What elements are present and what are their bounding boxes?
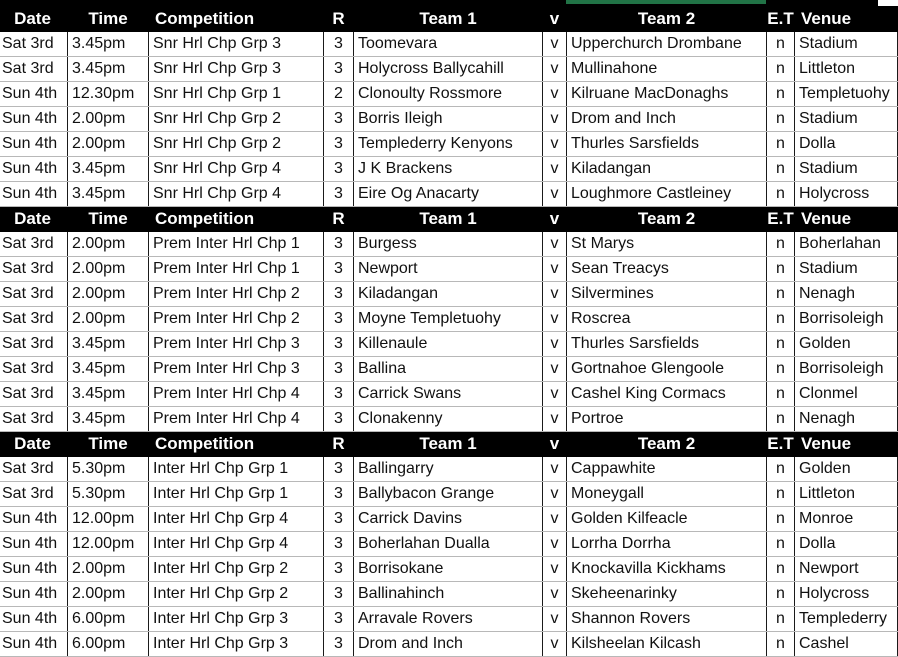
cell-time[interactable]: 2.00pm xyxy=(68,257,149,282)
cell-vs[interactable]: v xyxy=(543,157,567,182)
column-header-time[interactable]: Time xyxy=(68,207,149,232)
cell-round[interactable]: 3 xyxy=(324,532,354,557)
cell-venue[interactable]: Boherlahan xyxy=(795,232,898,257)
column-header-date[interactable]: Date xyxy=(0,207,68,232)
fixture-row xyxy=(0,57,898,82)
column-header-time[interactable]: Time xyxy=(68,432,149,457)
cell-team1[interactable]: Carrick Davins xyxy=(354,507,543,532)
fixture-row xyxy=(0,557,898,582)
cell-competition[interactable]: Inter Hrl Chp Grp 3 xyxy=(149,632,324,657)
cell-vs[interactable]: v xyxy=(543,107,567,132)
cell-team2[interactable]: Mullinahone xyxy=(567,57,767,82)
cell-vs[interactable]: v xyxy=(543,457,567,482)
fixture-row xyxy=(0,307,898,332)
cell-time[interactable]: 3.45pm xyxy=(68,32,149,57)
cell-et[interactable]: n xyxy=(767,382,795,407)
cell-team2[interactable]: Shannon Rovers xyxy=(567,607,767,632)
cell-venue[interactable]: Newport xyxy=(795,557,898,582)
column-header-team2[interactable]: Team 2 xyxy=(567,7,767,32)
cell-time[interactable]: 3.45pm xyxy=(68,157,149,182)
cell-date[interactable]: Sat 3rd xyxy=(0,482,68,507)
cell-time[interactable]: 3.45pm xyxy=(68,332,149,357)
cell-vs[interactable]: v xyxy=(543,507,567,532)
cell-venue[interactable]: Littleton xyxy=(795,482,898,507)
cell-team1[interactable]: Ballina xyxy=(354,357,543,382)
cell-team1[interactable]: Holycross Ballycahill xyxy=(354,57,543,82)
cell-team2[interactable]: Kiladangan xyxy=(567,157,767,182)
header-row xyxy=(0,432,898,457)
cell-vs[interactable]: v xyxy=(543,307,567,332)
cell-team2[interactable]: Silvermines xyxy=(567,282,767,307)
cell-date[interactable]: Sun 4th xyxy=(0,107,68,132)
cell-competition[interactable]: Snr Hrl Chp Grp 4 xyxy=(149,157,324,182)
cell-time[interactable]: 3.45pm xyxy=(68,407,149,432)
cell-date[interactable]: Sun 4th xyxy=(0,607,68,632)
cell-vs[interactable]: v xyxy=(543,132,567,157)
cell-et[interactable]: n xyxy=(767,232,795,257)
cell-date[interactable]: Sat 3rd xyxy=(0,282,68,307)
cell-team1[interactable]: Burgess xyxy=(354,232,543,257)
column-header-team1[interactable]: Team 1 xyxy=(354,7,543,32)
column-header-competition[interactable]: Competition xyxy=(149,207,324,232)
cell-et[interactable]: n xyxy=(767,82,795,107)
cell-round[interactable]: 3 xyxy=(324,357,354,382)
cell-competition[interactable]: Snr Hrl Chp Grp 4 xyxy=(149,182,324,207)
header-row xyxy=(0,207,898,232)
cell-team2[interactable]: Moneygall xyxy=(567,482,767,507)
cell-venue[interactable]: Golden xyxy=(795,332,898,357)
cell-venue[interactable]: Stadium xyxy=(795,257,898,282)
cell-et[interactable]: n xyxy=(767,32,795,57)
column-header-competition[interactable]: Competition xyxy=(149,432,324,457)
cell-team2[interactable]: Sean Treacys xyxy=(567,257,767,282)
cell-et[interactable]: n xyxy=(767,182,795,207)
cell-venue[interactable]: Stadium xyxy=(795,32,898,57)
fixture-row xyxy=(0,132,898,157)
cell-time[interactable]: 6.00pm xyxy=(68,607,149,632)
cell-vs[interactable]: v xyxy=(543,532,567,557)
cell-venue[interactable]: Stadium xyxy=(795,157,898,182)
cell-time[interactable]: 3.45pm xyxy=(68,357,149,382)
fixture-row xyxy=(0,182,898,207)
fixture-row xyxy=(0,157,898,182)
cell-round[interactable]: 3 xyxy=(324,307,354,332)
cell-team1[interactable]: Toomevara xyxy=(354,32,543,57)
cell-competition[interactable]: Inter Hrl Chp Grp 1 xyxy=(149,457,324,482)
cell-team2[interactable]: Knockavilla Kickhams xyxy=(567,557,767,582)
cell-date[interactable]: Sun 4th xyxy=(0,557,68,582)
fixture-row xyxy=(0,257,898,282)
cell-competition[interactable]: Prem Inter Hrl Chp 4 xyxy=(149,382,324,407)
cell-vs[interactable]: v xyxy=(543,257,567,282)
fixture-row xyxy=(0,457,898,482)
header-row xyxy=(0,7,898,32)
cell-et[interactable]: n xyxy=(767,507,795,532)
column-header-round[interactable]: R xyxy=(324,7,354,32)
fixture-row xyxy=(0,532,898,557)
cell-team1[interactable]: Clonoulty Rossmore xyxy=(354,82,543,107)
column-header-vs[interactable]: v xyxy=(543,7,567,32)
cell-venue[interactable]: Stadium xyxy=(795,107,898,132)
fixture-row xyxy=(0,232,898,257)
cell-team1[interactable]: Eire Og Anacarty xyxy=(354,182,543,207)
column-header-team1[interactable]: Team 1 xyxy=(354,432,543,457)
cell-date[interactable]: Sun 4th xyxy=(0,132,68,157)
cell-competition[interactable]: Prem Inter Hrl Chp 3 xyxy=(149,332,324,357)
cell-vs[interactable]: v xyxy=(543,357,567,382)
cell-team1[interactable]: Carrick Swans xyxy=(354,382,543,407)
cell-et[interactable]: n xyxy=(767,257,795,282)
cell-vs[interactable]: v xyxy=(543,607,567,632)
cell-venue[interactable]: Dolla xyxy=(795,532,898,557)
cell-team1[interactable]: Killenaule xyxy=(354,332,543,357)
cell-venue[interactable]: Borrisoleigh xyxy=(795,357,898,382)
cell-venue[interactable]: Nenagh xyxy=(795,282,898,307)
cell-time[interactable]: 6.00pm xyxy=(68,632,149,657)
fixture-row xyxy=(0,82,898,107)
cell-team2[interactable]: Lorrha Dorrha xyxy=(567,532,767,557)
spreadsheet-body xyxy=(0,7,898,657)
cell-venue[interactable]: Dolla xyxy=(795,132,898,157)
cell-round[interactable]: 3 xyxy=(324,232,354,257)
cell-team1[interactable]: Drom and Inch xyxy=(354,632,543,657)
cell-date[interactable]: Sun 4th xyxy=(0,182,68,207)
cell-time[interactable]: 2.00pm xyxy=(68,232,149,257)
fixture-row xyxy=(0,382,898,407)
column-header-date[interactable]: Date xyxy=(0,7,68,32)
cell-round[interactable]: 3 xyxy=(324,32,354,57)
cell-et[interactable]: n xyxy=(767,407,795,432)
cell-et[interactable]: n xyxy=(767,332,795,357)
column-header-date[interactable]: Date xyxy=(0,432,68,457)
cell-date[interactable]: Sat 3rd xyxy=(0,382,68,407)
cell-time[interactable]: 12.00pm xyxy=(68,532,149,557)
cell-team2[interactable]: Gortnahoe Glengoole xyxy=(567,357,767,382)
cell-venue[interactable]: Clonmel xyxy=(795,382,898,407)
fixture-row xyxy=(0,607,898,632)
cell-date[interactable]: Sun 4th xyxy=(0,82,68,107)
cell-time[interactable]: 2.00pm xyxy=(68,107,149,132)
cell-vs[interactable]: v xyxy=(543,82,567,107)
column-header-round[interactable]: R xyxy=(324,432,354,457)
cell-et[interactable]: n xyxy=(767,482,795,507)
cell-date[interactable]: Sat 3rd xyxy=(0,357,68,382)
cell-round[interactable]: 3 xyxy=(324,507,354,532)
cell-team1[interactable]: Newport xyxy=(354,257,543,282)
column-header-et[interactable]: E.T xyxy=(767,207,795,232)
cell-competition[interactable]: Inter Hrl Chp Grp 1 xyxy=(149,482,324,507)
cell-time[interactable]: 3.45pm xyxy=(68,57,149,82)
cell-date[interactable]: Sat 3rd xyxy=(0,232,68,257)
cell-team2[interactable]: St Marys xyxy=(567,232,767,257)
cell-round[interactable]: 2 xyxy=(324,82,354,107)
cell-round[interactable]: 3 xyxy=(324,332,354,357)
cell-team1[interactable]: Borris Ileigh xyxy=(354,107,543,132)
cell-et[interactable]: n xyxy=(767,57,795,82)
cell-venue[interactable]: Holycross xyxy=(795,182,898,207)
cell-competition[interactable]: Snr Hrl Chp Grp 1 xyxy=(149,82,324,107)
cell-team1[interactable]: J K Brackens xyxy=(354,157,543,182)
cell-venue[interactable]: Cashel xyxy=(795,632,898,657)
cell-competition[interactable]: Snr Hrl Chp Grp 2 xyxy=(149,132,324,157)
cell-team1[interactable]: Borrisokane xyxy=(354,557,543,582)
cell-team2[interactable]: Portroe xyxy=(567,407,767,432)
cell-et[interactable]: n xyxy=(767,632,795,657)
cell-venue[interactable]: Templederry xyxy=(795,607,898,632)
cell-team2[interactable]: Cappawhite xyxy=(567,457,767,482)
cell-team2[interactable]: Upperchurch Drombane xyxy=(567,32,767,57)
column-header-team2[interactable]: Team 2 xyxy=(567,432,767,457)
cell-round[interactable]: 3 xyxy=(324,407,354,432)
column-header-round[interactable]: R xyxy=(324,207,354,232)
fixture-row xyxy=(0,582,898,607)
cell-et[interactable]: n xyxy=(767,532,795,557)
cell-round[interactable]: 3 xyxy=(324,482,354,507)
cell-et[interactable]: n xyxy=(767,107,795,132)
column-header-venue[interactable]: Venue xyxy=(795,207,898,232)
cell-round[interactable]: 3 xyxy=(324,557,354,582)
cell-team2[interactable]: Cashel King Cormacs xyxy=(567,382,767,407)
cell-venue[interactable]: Monroe xyxy=(795,507,898,532)
cell-date[interactable]: Sun 4th xyxy=(0,582,68,607)
cell-competition[interactable]: Inter Hrl Chp Grp 2 xyxy=(149,557,324,582)
cell-team1[interactable]: Boherlahan Dualla xyxy=(354,532,543,557)
cell-et[interactable]: n xyxy=(767,457,795,482)
cell-vs[interactable]: v xyxy=(543,57,567,82)
column-header-venue[interactable]: Venue xyxy=(795,7,898,32)
cell-vs[interactable]: v xyxy=(543,407,567,432)
fixture-row xyxy=(0,32,898,57)
cell-date[interactable]: Sat 3rd xyxy=(0,307,68,332)
cell-time[interactable]: 2.00pm xyxy=(68,557,149,582)
cell-team1[interactable]: Arravale Rovers xyxy=(354,607,543,632)
cell-competition[interactable]: Prem Inter Hrl Chp 2 xyxy=(149,282,324,307)
cell-et[interactable]: n xyxy=(767,307,795,332)
column-header-vs[interactable]: v xyxy=(543,207,567,232)
cell-date[interactable]: Sat 3rd xyxy=(0,457,68,482)
cell-team1[interactable]: Ballybacon Grange xyxy=(354,482,543,507)
cell-vs[interactable]: v xyxy=(543,582,567,607)
cell-round[interactable]: 3 xyxy=(324,107,354,132)
cell-competition[interactable]: Inter Hrl Chp Grp 4 xyxy=(149,532,324,557)
cell-vs[interactable]: v xyxy=(543,632,567,657)
cell-time[interactable]: 3.45pm xyxy=(68,182,149,207)
cell-round[interactable]: 3 xyxy=(324,282,354,307)
fixture-row xyxy=(0,357,898,382)
column-header-vs[interactable]: v xyxy=(543,432,567,457)
cell-time[interactable]: 12.00pm xyxy=(68,507,149,532)
cell-team1[interactable]: Ballinahinch xyxy=(354,582,543,607)
cell-team1[interactable]: Ballingarry xyxy=(354,457,543,482)
cell-team1[interactable]: Templederry Kenyons xyxy=(354,132,543,157)
cell-round[interactable]: 3 xyxy=(324,57,354,82)
fixture-row xyxy=(0,107,898,132)
cell-round[interactable]: 3 xyxy=(324,382,354,407)
cell-team2[interactable]: Loughmore Castleiney xyxy=(567,182,767,207)
cell-et[interactable]: n xyxy=(767,282,795,307)
cell-date[interactable]: Sun 4th xyxy=(0,532,68,557)
column-header-team1[interactable]: Team 1 xyxy=(354,207,543,232)
fixture-row xyxy=(0,482,898,507)
cell-venue[interactable]: Nenagh xyxy=(795,407,898,432)
cell-et[interactable]: n xyxy=(767,132,795,157)
cell-round[interactable]: 3 xyxy=(324,132,354,157)
cell-competition[interactable]: Snr Hrl Chp Grp 3 xyxy=(149,57,324,82)
cell-team2[interactable]: Golden Kilfeacle xyxy=(567,507,767,532)
cell-competition[interactable]: Prem Inter Hrl Chp 4 xyxy=(149,407,324,432)
column-header-et[interactable]: E.T xyxy=(767,7,795,32)
cell-team1[interactable]: Kiladangan xyxy=(354,282,543,307)
cell-team2[interactable]: Thurles Sarsfields xyxy=(567,132,767,157)
fixtures-spreadsheet xyxy=(0,6,898,657)
column-header-venue[interactable]: Venue xyxy=(795,432,898,457)
cell-round[interactable]: 3 xyxy=(324,182,354,207)
cell-team2[interactable]: Roscrea xyxy=(567,307,767,332)
selected-column-indicator xyxy=(566,0,766,4)
cell-vs[interactable]: v xyxy=(543,182,567,207)
cell-vs[interactable]: v xyxy=(543,282,567,307)
cell-date[interactable]: Sun 4th xyxy=(0,157,68,182)
cell-team2[interactable]: Drom and Inch xyxy=(567,107,767,132)
cell-vs[interactable]: v xyxy=(543,557,567,582)
cell-et[interactable]: n xyxy=(767,582,795,607)
cell-time[interactable]: 3.45pm xyxy=(68,382,149,407)
cell-venue[interactable]: Borrisoleigh xyxy=(795,307,898,332)
cell-time[interactable]: 2.00pm xyxy=(68,282,149,307)
fixture-row xyxy=(0,282,898,307)
column-header-time[interactable]: Time xyxy=(68,7,149,32)
cell-competition[interactable]: Prem Inter Hrl Chp 1 xyxy=(149,232,324,257)
cell-round[interactable]: 3 xyxy=(324,457,354,482)
column-header-et[interactable]: E.T xyxy=(767,432,795,457)
cell-vs[interactable]: v xyxy=(543,232,567,257)
cell-date[interactable]: Sat 3rd xyxy=(0,257,68,282)
cell-round[interactable]: 3 xyxy=(324,607,354,632)
cell-et[interactable]: n xyxy=(767,357,795,382)
cell-round[interactable]: 3 xyxy=(324,157,354,182)
column-header-team2[interactable]: Team 2 xyxy=(567,207,767,232)
cell-vs[interactable]: v xyxy=(543,382,567,407)
cell-team2[interactable]: Kilruane MacDonaghs xyxy=(567,82,767,107)
fixture-row xyxy=(0,332,898,357)
cell-competition[interactable]: Inter Hrl Chp Grp 3 xyxy=(149,607,324,632)
cell-competition[interactable]: Inter Hrl Chp Grp 2 xyxy=(149,582,324,607)
cell-competition[interactable]: Prem Inter Hrl Chp 2 xyxy=(149,307,324,332)
cell-round[interactable]: 3 xyxy=(324,257,354,282)
fixture-row xyxy=(0,632,898,657)
cell-et[interactable]: n xyxy=(767,157,795,182)
cell-date[interactable]: Sun 4th xyxy=(0,507,68,532)
cell-competition[interactable]: Snr Hrl Chp Grp 2 xyxy=(149,107,324,132)
cell-time[interactable]: 12.30pm xyxy=(68,82,149,107)
cell-time[interactable]: 2.00pm xyxy=(68,307,149,332)
cell-venue[interactable]: Holycross xyxy=(795,582,898,607)
cell-date[interactable]: Sat 3rd xyxy=(0,332,68,357)
cell-team1[interactable]: Moyne Templetuohy xyxy=(354,307,543,332)
cell-time[interactable]: 2.00pm xyxy=(68,582,149,607)
fixture-row xyxy=(0,407,898,432)
cell-et[interactable]: n xyxy=(767,557,795,582)
cell-date[interactable]: Sun 4th xyxy=(0,632,68,657)
cell-competition[interactable]: Prem Inter Hrl Chp 3 xyxy=(149,357,324,382)
cell-venue[interactable]: Templetuohy xyxy=(795,82,898,107)
cell-date[interactable]: Sat 3rd xyxy=(0,407,68,432)
cell-time[interactable]: 5.30pm xyxy=(68,457,149,482)
cell-competition[interactable]: Snr Hrl Chp Grp 3 xyxy=(149,32,324,57)
cell-competition[interactable]: Inter Hrl Chp Grp 4 xyxy=(149,507,324,532)
cell-round[interactable]: 3 xyxy=(324,582,354,607)
cell-vs[interactable]: v xyxy=(543,482,567,507)
cell-competition[interactable]: Prem Inter Hrl Chp 1 xyxy=(149,257,324,282)
fixture-row xyxy=(0,507,898,532)
cell-vs[interactable]: v xyxy=(543,32,567,57)
cell-date[interactable]: Sat 3rd xyxy=(0,32,68,57)
cell-round[interactable]: 3 xyxy=(324,632,354,657)
cell-time[interactable]: 5.30pm xyxy=(68,482,149,507)
cell-venue[interactable]: Golden xyxy=(795,457,898,482)
cell-et[interactable]: n xyxy=(767,607,795,632)
cell-venue[interactable]: Littleton xyxy=(795,57,898,82)
cell-team2[interactable]: Kilsheelan Kilcash xyxy=(567,632,767,657)
cell-team2[interactable]: Thurles Sarsfields xyxy=(567,332,767,357)
cell-vs[interactable]: v xyxy=(543,332,567,357)
cell-team1[interactable]: Clonakenny xyxy=(354,407,543,432)
cell-date[interactable]: Sat 3rd xyxy=(0,57,68,82)
column-header-competition[interactable]: Competition xyxy=(149,7,324,32)
cell-time[interactable]: 2.00pm xyxy=(68,132,149,157)
cell-team2[interactable]: Skeheenarinky xyxy=(567,582,767,607)
